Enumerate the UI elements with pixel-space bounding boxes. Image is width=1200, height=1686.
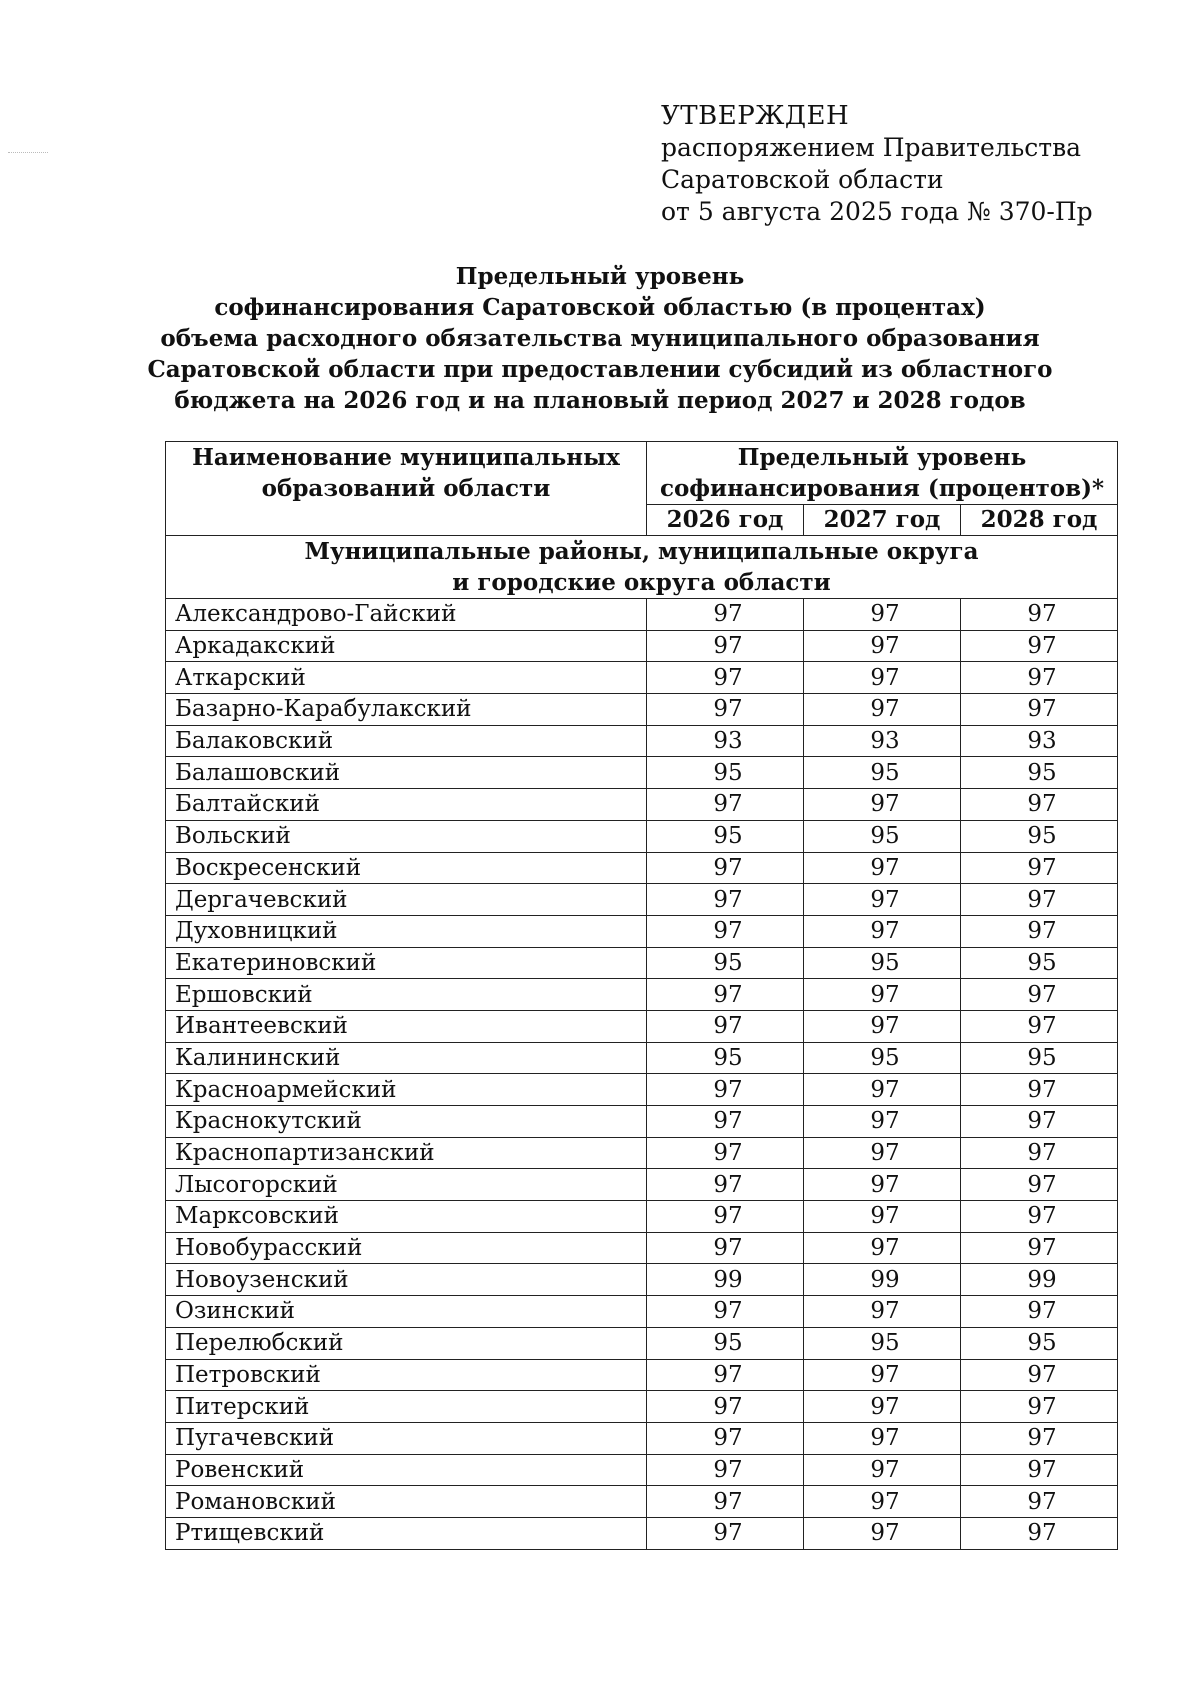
municipality-name: Балашовский <box>166 757 647 789</box>
title-line-3: объема расходного обязательства муниципального образования <box>160 325 1040 352</box>
cofinancing-value: 97 <box>647 1106 804 1138</box>
approval-date-number: от 5 августа 2025 года № 370-Пр <box>661 197 1093 226</box>
cofinancing-value: 97 <box>961 852 1118 884</box>
table-row <box>166 599 1118 631</box>
cofinancing-value: 95 <box>647 947 804 979</box>
cofinancing-value: 97 <box>804 1296 961 1328</box>
cofinancing-value: 97 <box>647 1486 804 1518</box>
approval-issuer: распоряжением Правительства <box>661 133 1082 162</box>
cofinancing-value: 95 <box>961 947 1118 979</box>
cofinancing-value: 97 <box>647 979 804 1011</box>
table-row <box>166 1327 1118 1359</box>
municipality-name: Балтайский <box>166 789 647 821</box>
cofinancing-value: 97 <box>804 1232 961 1264</box>
municipality-name: Ровенский <box>166 1454 647 1486</box>
cofinancing-value: 99 <box>804 1264 961 1296</box>
cofinancing-value: 97 <box>961 1232 1118 1264</box>
cofinancing-value: 95 <box>804 1327 961 1359</box>
cofinancing-value: 95 <box>961 757 1118 789</box>
section-line-2: и городские округа области <box>452 569 831 596</box>
cofinancing-value: 97 <box>961 1359 1118 1391</box>
section-line-1: Муниципальные районы, муниципальные округа <box>304 538 979 565</box>
approval-stamp <box>661 100 1093 228</box>
table-row <box>166 1169 1118 1201</box>
municipality-name: Аткарский <box>166 662 647 694</box>
cofinancing-value: 97 <box>804 1454 961 1486</box>
cofinancing-value: 97 <box>804 1391 961 1423</box>
cofinancing-value: 97 <box>961 1517 1118 1549</box>
table-row <box>166 1010 1118 1042</box>
municipality-name: Ивантеевский <box>166 1010 647 1042</box>
cofinancing-value: 97 <box>647 1422 804 1454</box>
document-title <box>110 261 1090 416</box>
municipality-name: Петровский <box>166 1359 647 1391</box>
municipality-name: Красноармейский <box>166 1074 647 1106</box>
cofinancing-value: 97 <box>647 1232 804 1264</box>
cofinancing-value: 97 <box>961 1486 1118 1518</box>
municipality-name: Александрово-Гайский <box>166 599 647 631</box>
approval-region: Саратовской области <box>661 165 944 194</box>
cofinancing-value: 97 <box>647 599 804 631</box>
cofinancing-value: 97 <box>804 1137 961 1169</box>
header-year-2026: 2026 год <box>647 505 804 536</box>
cofinancing-table <box>165 441 1118 1550</box>
cofinancing-value: 95 <box>961 1042 1118 1074</box>
cofinancing-value: 97 <box>961 915 1118 947</box>
municipality-name: Озинский <box>166 1296 647 1328</box>
table-row <box>166 1137 1118 1169</box>
table-row <box>166 662 1118 694</box>
cofinancing-value: 97 <box>961 1422 1118 1454</box>
cofinancing-value: 97 <box>961 1074 1118 1106</box>
table-row <box>166 1296 1118 1328</box>
cofinancing-value: 97 <box>961 662 1118 694</box>
table-row <box>166 1486 1118 1518</box>
cofinancing-value: 97 <box>961 1169 1118 1201</box>
municipality-name: Ртищевский <box>166 1517 647 1549</box>
municipality-name: Аркадакский <box>166 630 647 662</box>
cofinancing-value: 95 <box>647 1327 804 1359</box>
cofinancing-value: 95 <box>804 820 961 852</box>
cofinancing-value: 97 <box>804 1106 961 1138</box>
cofinancing-value: 97 <box>647 1010 804 1042</box>
cofinancing-value: 97 <box>647 662 804 694</box>
municipality-name: Дергачевский <box>166 884 647 916</box>
cofinancing-value: 97 <box>961 789 1118 821</box>
municipality-name: Перелюбский <box>166 1327 647 1359</box>
header-year-2028: 2028 год <box>961 505 1118 536</box>
cofinancing-value: 97 <box>804 852 961 884</box>
cofinancing-value: 97 <box>804 884 961 916</box>
cofinancing-value: 97 <box>961 694 1118 726</box>
municipality-name: Ершовский <box>166 979 647 1011</box>
cofinancing-value: 97 <box>647 630 804 662</box>
cofinancing-value: 97 <box>804 1010 961 1042</box>
approval-heading: УТВЕРЖДЕН <box>661 101 850 131</box>
cofinancing-value: 97 <box>804 630 961 662</box>
cofinancing-value: 97 <box>804 694 961 726</box>
municipality-name: Балаковский <box>166 725 647 757</box>
title-line-1: Предельный уровень <box>455 263 745 290</box>
municipality-name: Базарно-Карабулакский <box>166 694 647 726</box>
cofinancing-value: 93 <box>647 725 804 757</box>
cofinancing-value: 95 <box>961 820 1118 852</box>
cofinancing-value: 97 <box>647 1296 804 1328</box>
municipality-name: Калининский <box>166 1042 647 1074</box>
cofinancing-value: 97 <box>647 852 804 884</box>
table-row <box>166 725 1118 757</box>
cofinancing-value: 97 <box>961 599 1118 631</box>
cofinancing-value: 95 <box>647 820 804 852</box>
cofinancing-value: 97 <box>961 1137 1118 1169</box>
table-row <box>166 979 1118 1011</box>
cofinancing-value: 93 <box>961 725 1118 757</box>
cofinancing-value: 93 <box>804 725 961 757</box>
cofinancing-value: 97 <box>961 1391 1118 1423</box>
municipality-name: Новобурасский <box>166 1232 647 1264</box>
cofinancing-value: 95 <box>647 1042 804 1074</box>
section-header <box>166 536 1118 599</box>
cofinancing-value: 95 <box>647 757 804 789</box>
cofinancing-value: 95 <box>804 947 961 979</box>
table-row <box>166 694 1118 726</box>
table-row <box>166 789 1118 821</box>
cofinancing-value: 99 <box>647 1264 804 1296</box>
table-row <box>166 1422 1118 1454</box>
cofinancing-value: 97 <box>647 915 804 947</box>
cofinancing-value: 97 <box>961 979 1118 1011</box>
table-row <box>166 757 1118 789</box>
table-row <box>166 1042 1118 1074</box>
municipality-name: Питерский <box>166 1391 647 1423</box>
municipality-name: Марксовский <box>166 1201 647 1233</box>
table-row <box>166 1517 1118 1549</box>
cofinancing-value: 97 <box>961 1106 1118 1138</box>
municipality-name: Краснопартизанский <box>166 1137 647 1169</box>
table-row <box>166 915 1118 947</box>
table-row <box>166 1359 1118 1391</box>
cofinancing-value: 97 <box>804 979 961 1011</box>
scan-margin-mark <box>8 152 48 154</box>
table-row <box>166 852 1118 884</box>
header-municipality: Наименование муниципальных образований области <box>166 442 647 536</box>
table-row <box>166 884 1118 916</box>
cofinancing-value: 97 <box>961 1010 1118 1042</box>
cofinancing-value: 97 <box>961 884 1118 916</box>
table-row <box>166 1264 1118 1296</box>
cofinancing-value: 97 <box>804 662 961 694</box>
cofinancing-value: 95 <box>804 1042 961 1074</box>
title-line-4: Саратовской области при предоставлении субсидий из областного <box>147 356 1053 383</box>
municipality-name: Пугачевский <box>166 1422 647 1454</box>
municipality-name: Екатериновский <box>166 947 647 979</box>
cofinancing-value: 97 <box>804 1486 961 1518</box>
cofinancing-value: 97 <box>647 1359 804 1391</box>
municipality-name: Вольский <box>166 820 647 852</box>
cofinancing-value: 97 <box>961 1201 1118 1233</box>
cofinancing-value: 97 <box>647 1169 804 1201</box>
municipality-name: Лысогорский <box>166 1169 647 1201</box>
cofinancing-value: 97 <box>647 694 804 726</box>
table-row <box>166 1454 1118 1486</box>
cofinancing-value: 95 <box>804 757 961 789</box>
table-row <box>166 1201 1118 1233</box>
cofinancing-value: 99 <box>961 1264 1118 1296</box>
cofinancing-value: 97 <box>804 1201 961 1233</box>
cofinancing-value: 97 <box>647 1391 804 1423</box>
municipality-name: Воскресенский <box>166 852 647 884</box>
municipality-name: Новоузенский <box>166 1264 647 1296</box>
cofinancing-value: 97 <box>961 1454 1118 1486</box>
cofinancing-value: 97 <box>804 789 961 821</box>
header-year-2027: 2027 год <box>804 505 961 536</box>
municipality-name: Краснокутский <box>166 1106 647 1138</box>
header-cofinancing-level: Предельный уровень софинансирования (процентов)* <box>647 442 1118 505</box>
table-row <box>166 1391 1118 1423</box>
cofinancing-value: 97 <box>804 1517 961 1549</box>
cofinancing-value: 97 <box>804 1422 961 1454</box>
cofinancing-value: 97 <box>804 1074 961 1106</box>
cofinancing-value: 97 <box>804 1359 961 1391</box>
cofinancing-value: 97 <box>647 1074 804 1106</box>
cofinancing-value: 97 <box>961 1296 1118 1328</box>
cofinancing-value: 97 <box>647 1454 804 1486</box>
title-line-5: бюджета на 2026 год и на плановый период 2027 и 2028 годов <box>174 387 1026 414</box>
cofinancing-value: 95 <box>961 1327 1118 1359</box>
table-row <box>166 630 1118 662</box>
cofinancing-value: 97 <box>647 1201 804 1233</box>
table-row <box>166 1232 1118 1264</box>
title-line-2: софинансирования Саратовской областью (в процентах) <box>214 294 986 321</box>
cofinancing-value: 97 <box>647 789 804 821</box>
cofinancing-value: 97 <box>804 599 961 631</box>
cofinancing-value: 97 <box>961 630 1118 662</box>
municipality-name: Духовницкий <box>166 915 647 947</box>
municipality-name: Романовский <box>166 1486 647 1518</box>
cofinancing-value: 97 <box>804 1169 961 1201</box>
cofinancing-value: 97 <box>647 884 804 916</box>
table-row <box>166 947 1118 979</box>
table-row <box>166 1074 1118 1106</box>
table-row <box>166 1106 1118 1138</box>
cofinancing-value: 97 <box>647 1517 804 1549</box>
table-row <box>166 820 1118 852</box>
cofinancing-value: 97 <box>647 1137 804 1169</box>
cofinancing-value: 97 <box>804 915 961 947</box>
